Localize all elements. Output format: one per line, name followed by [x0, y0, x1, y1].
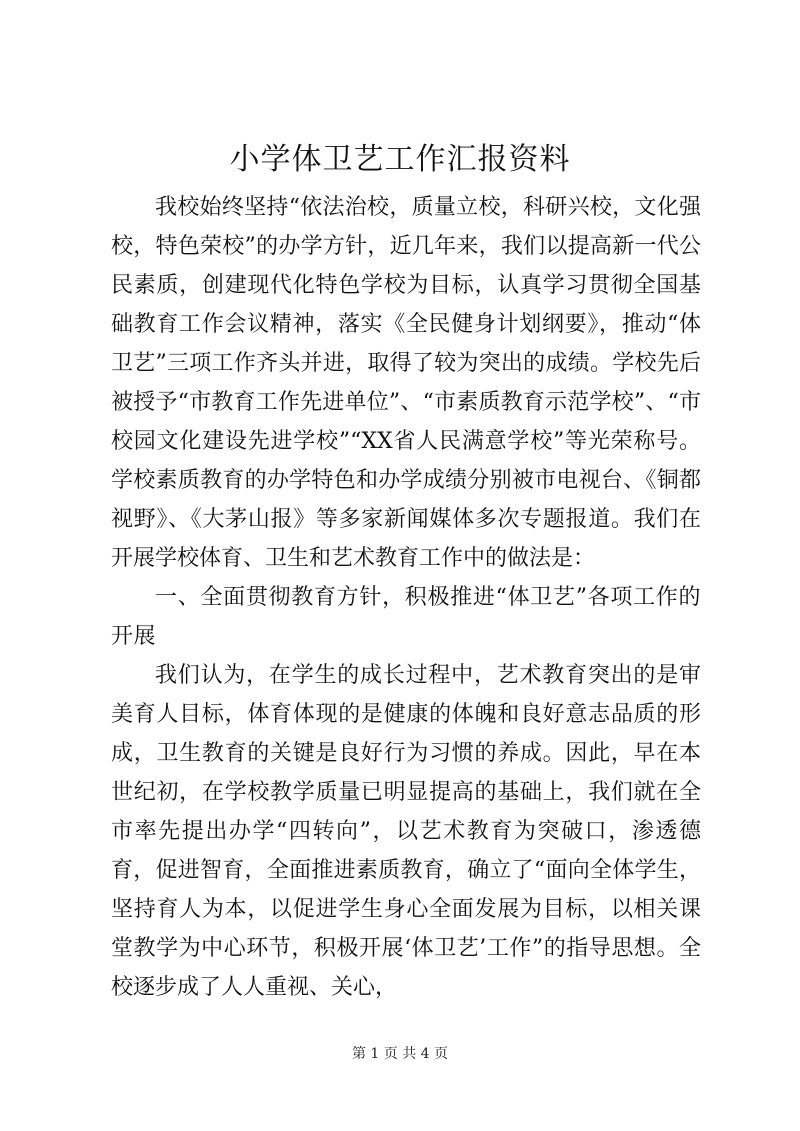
section-heading-1: 一、全面贯彻教育方针，积极推进“体卫艺”各项工作的开展 [111, 585, 701, 649]
paragraph-section-1: 我们认为，在学生的成长过程中，艺术教育突出的是审美育人目标，体育体现的是健康的体魄和良好意志品质的形成，卫生教育的关键是良好行为习惯的养成。因此，早在本世纪初，在学校教学质量已明显提高的基础上，我们就在全市率先提出办学“四转向”，以艺术教育为突破口，渗透德育，促进智育，全面推进素质教育，确立了“面向全体学生，坚持育人为本，以促进学生身心全面发展为目标，以相关课堂教学为中心环节，积极开展‘体卫艺’工作”的指导思想。全校逐步成了人人重视、关心， [111, 663, 701, 1000]
paragraph-intro: 我校始终坚持“依法治校，质量立校，科研兴校，文化强校，特色荣校”的办学方针，近几年来，我们以提高新一代公民素质，创建现代化特色学校为目标，认真学习贯彻全国基础教育工作会议精神，落实《全民健身计划纲要》，推动“体卫艺”三项工作齐头并进，取得了较为突出的成绩。学校先后被授予“市教育工作先进单位”、“市素质教育示范学校”、“市校园文化建设先进学校”“XX省人民满意学校”等光荣称号。学校素质教育的办学特色和办学成绩分别被市电视台、《铜都视野》、《大茅山报》等多家新闻媒体多次专题报道。我们在开展学校体育、卫生和艺术教育工作中的做法是： [111, 195, 701, 571]
document-body [111, 188, 701, 1007]
page-footer: 第 1 页 共 4 页 [351, 1046, 449, 1062]
document-title: 小学体卫艺工作汇报资料 [229, 142, 571, 177]
